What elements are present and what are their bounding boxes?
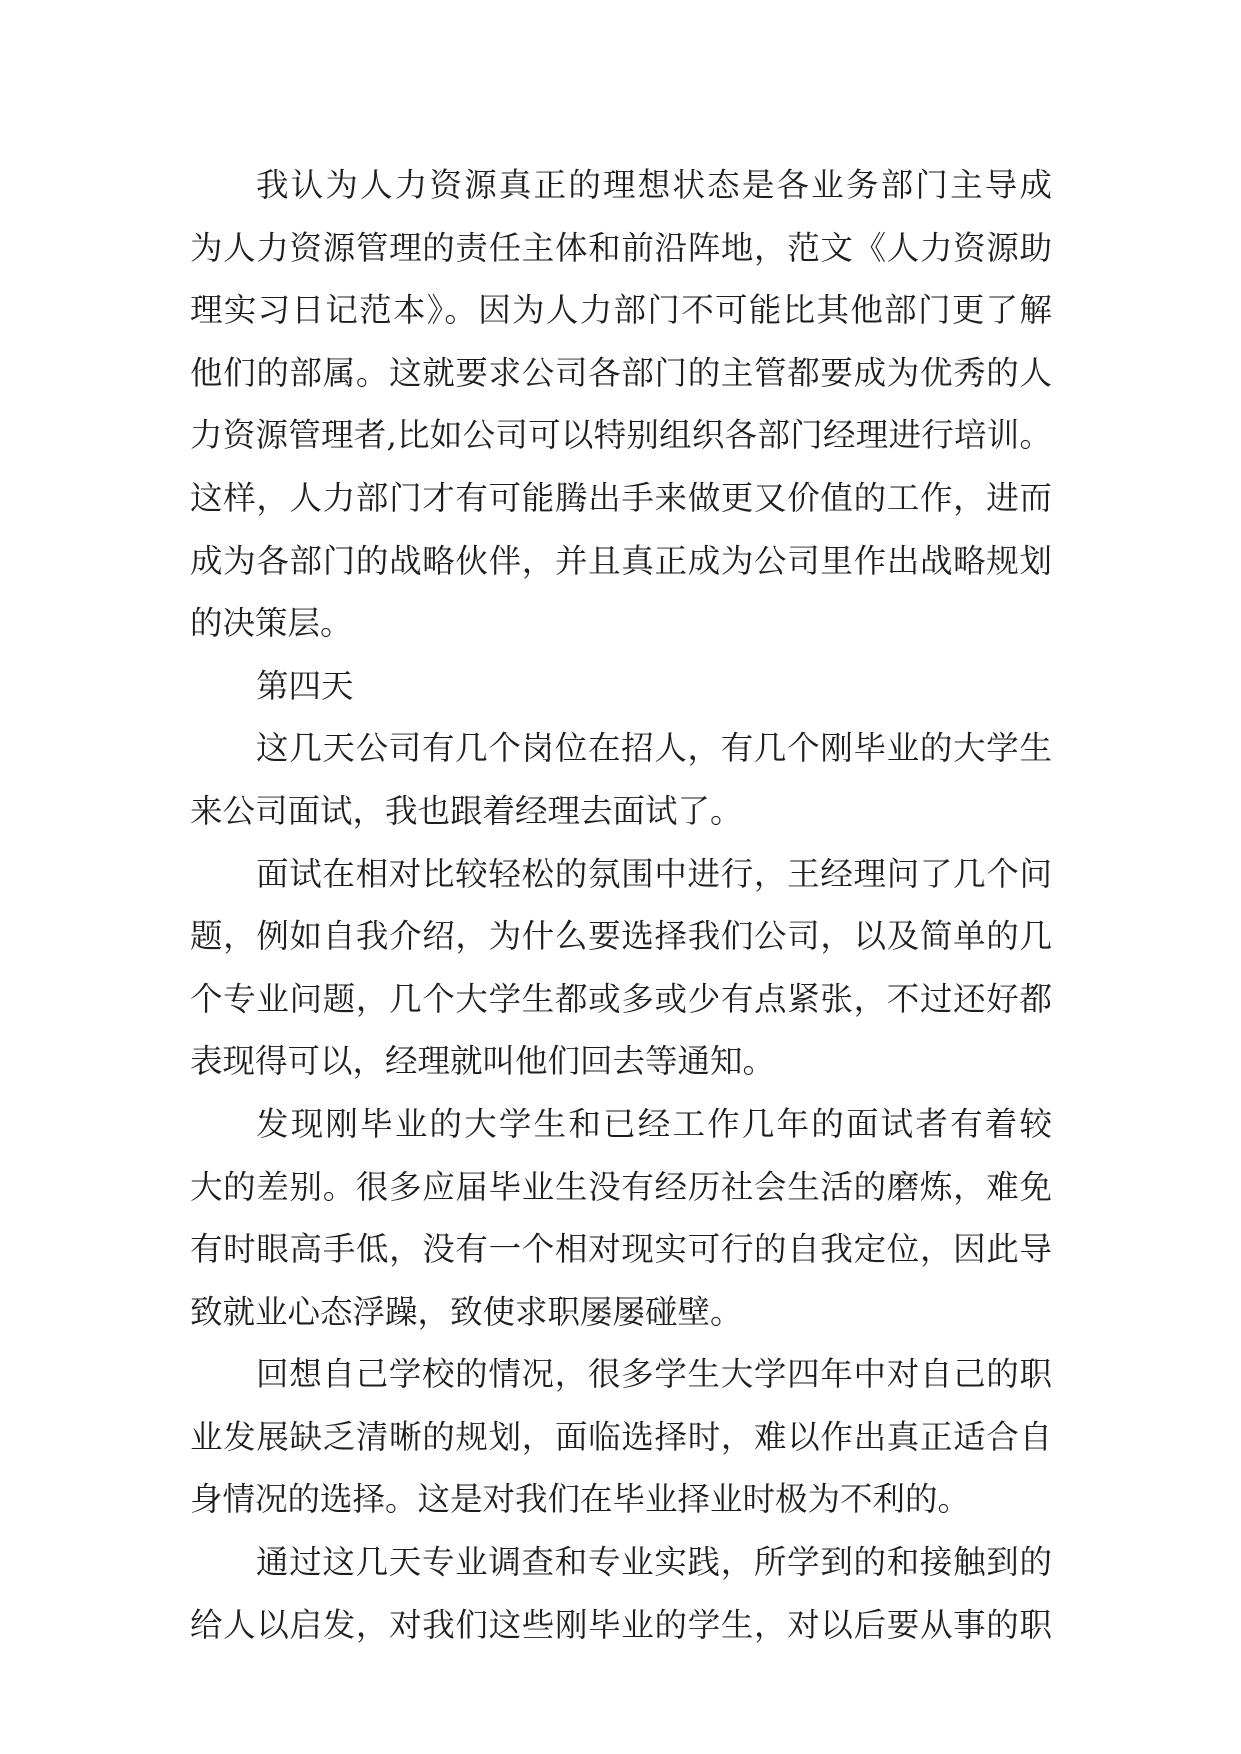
text-line: 业发展缺乏清晰的规划，面临选择时，难以作出真正适合自 [190, 1417, 1052, 1456]
text-line: 大的差别。很多应届毕业生没有经历社会生活的磨炼，难免 [190, 1167, 1052, 1206]
text-line: 致就业心态浮躁，致使求职屡屡碰壁。 [190, 1292, 743, 1331]
text-line: 成为各部门的战略伙伴，并且真正成为公司里作出战略规划 [190, 541, 1052, 580]
text-line: 给人以启发，对我们这些刚毕业的学生，对以后要从事的职 [190, 1605, 1052, 1644]
text-line: 为人力资源管理的责任主体和前沿阵地，范文《人力资源助 [190, 228, 1052, 267]
text-line: 有时眼高手低，没有一个相对现实可行的自我定位，因此导 [190, 1230, 1052, 1269]
text-line: 通过这几天专业调查和专业实践，所学到的和接触到的 [256, 1543, 1052, 1582]
text-line: 题，例如自我介绍，为什么要选择我们公司，以及简单的几 [190, 917, 1052, 956]
paragraph-ideal-state [190, 154, 1052, 655]
text-line: 表现得可以，经理就叫他们回去等通知。 [190, 1042, 776, 1081]
text-line: 面试在相对比较轻松的氛围中进行，王经理问了几个问 [256, 854, 1052, 893]
text-line: 这样，人力部门才有可能腾出手来做更又价值的工作，进而 [190, 478, 1052, 517]
text-line: 我认为人力资源真正的理想状态是各业务部门主导成 [256, 166, 1052, 204]
text-line: 来公司面试，我也跟着经理去面试了。 [190, 791, 743, 830]
text-line: 的决策层。 [190, 604, 353, 643]
text-line: 回想自己学校的情况，很多学生大学四年中对自己的职 [256, 1355, 1052, 1394]
text-line: 他们的部属。这就要求公司各部门的主管都要成为优秀的人 [190, 353, 1052, 392]
section-heading: 第四天 [256, 666, 354, 705]
document-body [190, 154, 1052, 1656]
paragraph-practice [190, 1531, 1052, 1656]
paragraph-school [190, 1343, 1052, 1531]
day-four-heading [190, 655, 1052, 718]
paragraph-graduates [190, 1093, 1052, 1343]
text-line: 个专业问题，几个大学生都或多或少有点紧张，不过还好都 [190, 979, 1052, 1018]
text-line: 这几天公司有几个岗位在招人，有几个刚毕业的大学生 [256, 729, 1052, 768]
text-line: 发现刚毕业的大学生和已经工作几年的面试者有着较 [256, 1104, 1052, 1143]
text-line: 身情况的选择。这是对我们在毕业择业时极为不利的。 [190, 1480, 971, 1519]
paragraph-interview [190, 843, 1052, 1093]
text-line: 理实习日记范本》。因为人力部门不可能比其他部门更了解 [190, 291, 1052, 330]
text-line: 力资源管理者,比如公司可以特别组织各部门经理进行培训。 [190, 416, 1052, 455]
paragraph-recruitment [190, 717, 1052, 842]
